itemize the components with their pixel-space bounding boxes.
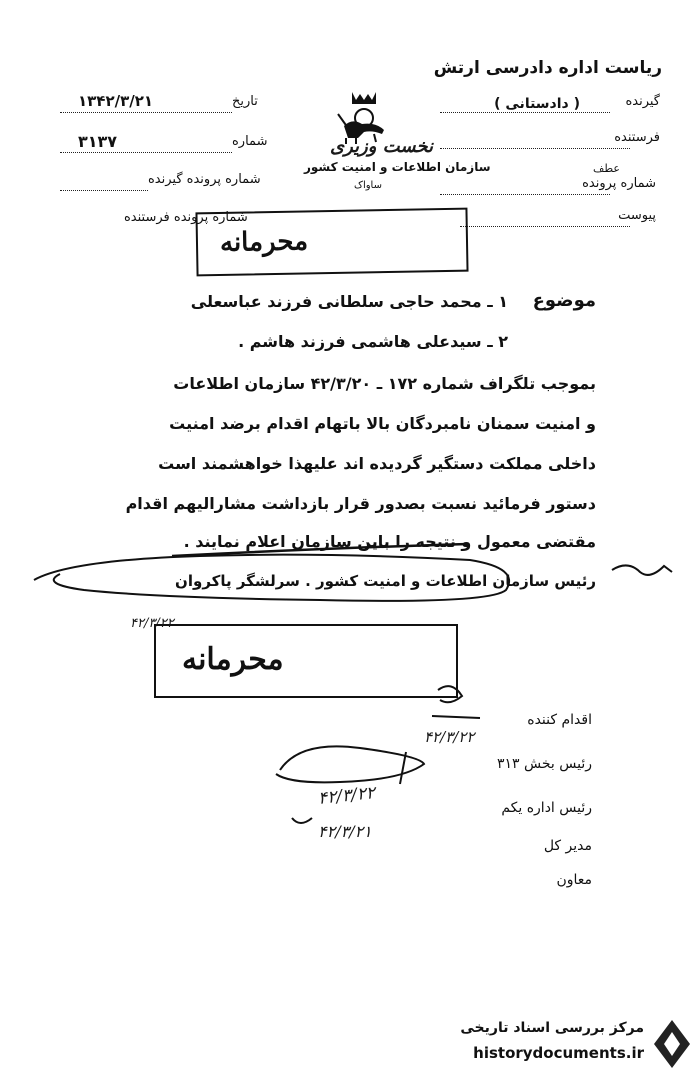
handwritten-date-4: ۴۲/۳/۲۱ xyxy=(318,822,372,841)
routing-item-2: رئیس بخش ۳۱۳ xyxy=(497,756,592,772)
subject-label: موضوع xyxy=(532,290,596,311)
handwritten-date-3: ۴۲/۳/۲۲ xyxy=(130,616,174,631)
handwritten-signature-loop xyxy=(34,555,509,601)
logo-line2: سازمان اطلاعات و امنیت کشور xyxy=(304,160,491,174)
logo-line3: ساواک xyxy=(354,180,382,191)
body-line-1: بموجب تلگراف شماره ۱۷۲ ـ ۴۲/۳/۲۰ سازمان اطلاعات xyxy=(173,374,596,393)
reference-note: عطف xyxy=(593,162,620,175)
date-value: ۱۳۴۲/۳/۲۱ xyxy=(78,92,154,110)
subject-item2: ۲ ـ سیدعلی هاشمی فرزند هاشم . xyxy=(238,332,508,351)
recipient-label: گیرنده xyxy=(625,94,660,109)
sender-label: فرستنده xyxy=(614,130,660,145)
signature-line: رئیس سازمان اطلاعات و امنیت کشور . سرلشگر پاکروان xyxy=(175,572,596,590)
handwritten-date-2: ۴۲/۳/۲۲ xyxy=(317,783,376,809)
handwritten-initials-right xyxy=(612,565,672,574)
recipient-file-label: شماره پرونده گیرنده xyxy=(148,172,261,187)
footer-url: historydocuments.ir xyxy=(473,1044,644,1062)
routing-item-3: رئیس اداره یکم xyxy=(501,800,592,816)
subject-item1: ۱ ـ محمد حاجی سلطانی فرزند عباسعلی xyxy=(190,292,508,311)
footer-title: مرکز بررسی اسناد تاریخی xyxy=(460,1020,644,1036)
logo-line1: نخست وزیری xyxy=(330,136,434,157)
recipient-value: ( دادستانی ) xyxy=(494,96,580,112)
body-line-4: دستور فرمائید نسبت بصدور قرار بازداشت مشارالیهم اقدام xyxy=(125,494,596,513)
body-line-2: و امنیت سمنان نامبردگان بالا باتهام اقدام برضد امنیت xyxy=(169,414,596,433)
attachment-label: پیوست xyxy=(618,208,656,223)
body-line-3: داخلی مملکت دستگیر گردیده اند علیهذا خواهشمند است xyxy=(158,454,596,473)
sender-file-label: شماره پرونده فرستنده xyxy=(124,210,248,225)
handwritten-routing-loop xyxy=(276,746,424,784)
archive-logo-icon xyxy=(650,1016,694,1072)
confidential-stamp-top-text: محرمانه xyxy=(219,226,309,258)
footer-watermark xyxy=(400,1008,700,1083)
header-title: ریاست اداره دادرسی ارتش xyxy=(433,58,662,78)
routing-item-4: مدیر کل xyxy=(543,838,592,854)
routing-item-5: معاون xyxy=(556,872,592,888)
routing-item-1: اقدام کننده xyxy=(527,712,592,728)
confidential-stamp-bottom-text: محرمانه xyxy=(182,642,284,677)
body-line-5: مقتضی معمول و نتیجه را باین سازمان اعلام نمایند . xyxy=(183,532,596,551)
handwritten-mark xyxy=(292,818,312,823)
number-value: ۳۱۳۷ xyxy=(78,132,118,151)
number-label: شماره xyxy=(232,134,268,149)
handwritten-date-1: ۴۲/۳/۲۲ xyxy=(424,728,475,746)
reference-label: شماره پرونده xyxy=(582,176,656,191)
handwritten-paraph xyxy=(432,686,480,718)
date-label: تاریخ xyxy=(232,94,258,109)
